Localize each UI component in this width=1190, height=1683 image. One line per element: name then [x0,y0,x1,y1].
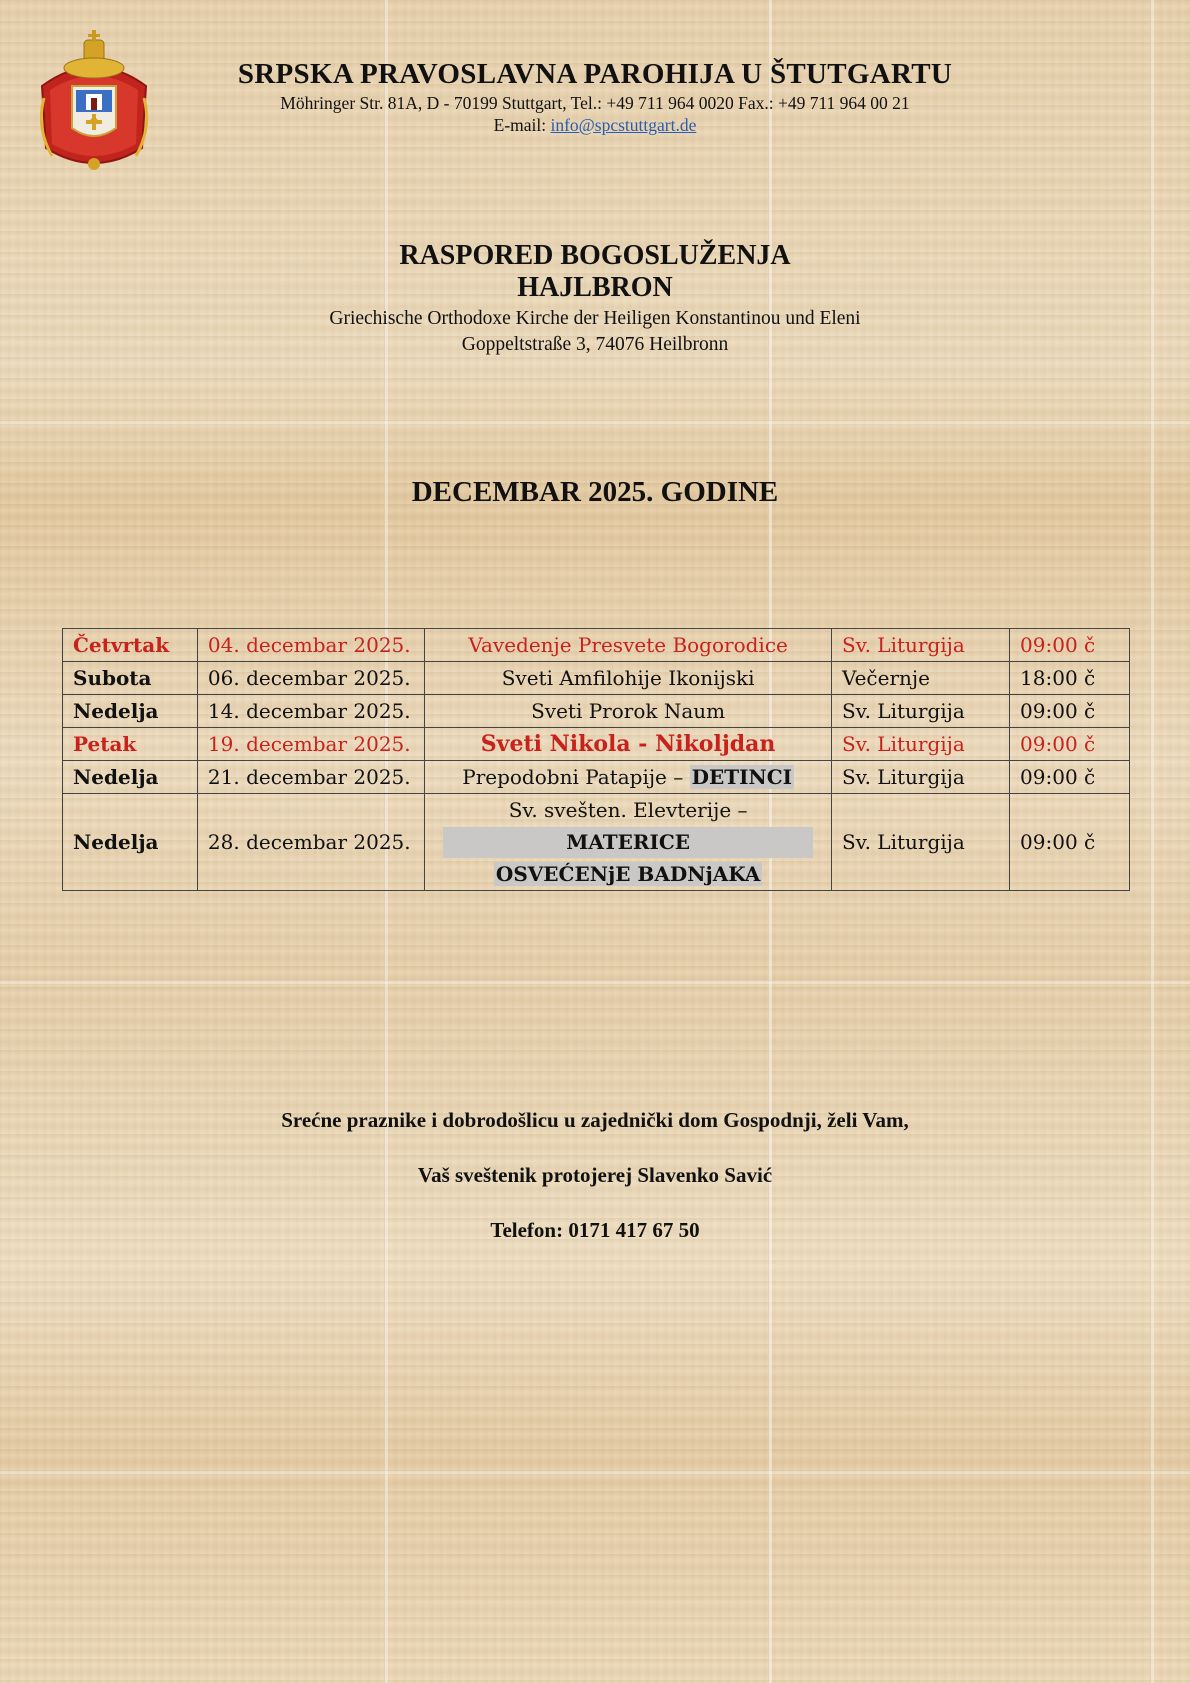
feast-cell: Sveti Amfilohije Ikonijski [425,662,832,695]
time-cell: 09:00 č [1010,761,1130,794]
date-cell: 19. decembar 2025. [197,728,424,761]
time-cell: 09:00 č [1010,629,1130,662]
time-cell: 09:00 č [1010,728,1130,761]
time-cell: 18:00 č [1010,662,1130,695]
schedule-title: RASPORED BOGOSLUŽENJA [399,240,791,271]
feast-line-wrap [435,859,821,890]
priest-signature: Vaš sveštenik protojerej Slavenko Savić [417,1163,773,1187]
parish-email-line [180,114,1010,136]
schedule-heading [0,240,1190,358]
service-cell: Sv. Liturgija [831,695,1009,728]
church-address: Goppeltstraße 3, 74076 Heilbronn [461,334,729,355]
feast-line: Sv. sveštеn. Elevterije – [508,797,748,822]
email-link[interactable]: info@spcstuttgart.de [550,115,697,135]
feast-cell: Sveti Prorok Naum [425,695,832,728]
feast-highlight: OSVEĆENjE BADNjAKA [495,861,761,886]
feast-text: Prepodobni Patapije – [462,765,690,789]
date-cell: 14. decembar 2025. [197,695,424,728]
feast-cell [425,761,832,794]
date-cell: 06. decembar 2025. [197,662,424,695]
feast-cell [425,728,832,761]
time-cell: 09:00 č [1010,794,1130,891]
day-cell: Petak [63,728,198,761]
church-coat-of-arms-emblem [32,28,156,178]
day-cell: Subota [63,662,198,695]
table-row [63,728,1130,761]
parish-header [180,56,1010,136]
date-cell: 28. decembar 2025. [197,794,424,891]
email-label: E-mail: [493,115,551,135]
day-cell: Nedelja [63,794,198,891]
table-row [63,695,1130,728]
table-row [63,761,1130,794]
feast-name-highlighted: Sveti Nikola - Nikoljdan [480,731,776,757]
table-row [63,629,1130,662]
feast-highlight: DETINCI [691,765,792,789]
phone: Telefon: 0171 417 67 50 [490,1218,700,1242]
time-cell: 09:00 č [1010,695,1130,728]
feast-cell [425,794,832,891]
schedule-city: HAJLBRON [517,272,673,303]
day-cell: Nedelja [63,761,198,794]
parish-title: SRPSKA PRAVOSLAVNA PAROHIJA U ŠTUTGARTU [237,58,953,90]
service-cell: Sv. Liturgija [831,794,1009,891]
day-cell: Nedelja [63,695,198,728]
service-cell: Večernje [831,662,1009,695]
table-row [63,794,1130,891]
feast-cell: Vavedenje Presvete Bogorodice [425,629,832,662]
services-table [62,628,1130,891]
service-cell: Sv. Liturgija [831,728,1009,761]
date-cell: 04. decembar 2025. [197,629,424,662]
church-name: Griechische Orthodoxe Kirche der Heiligen Konstantinou und Eleni [329,308,861,329]
greeting: Srećne praznike i dobrodošlicu u zajednički dom Gospodnji, želi Vam, [281,1108,909,1132]
service-cell: Sv. Liturgija [831,761,1009,794]
footer [0,1108,1190,1243]
service-cell: Sv. Liturgija [831,629,1009,662]
date-cell: 21. decembar 2025. [197,761,424,794]
month-title: DECEMBAR 2025. GODINE [411,476,779,508]
day-cell: Četvrtak [63,629,198,662]
table-row [63,662,1130,695]
parish-address: Möhringer Str. 81A, D - 70199 Stuttgart, Tel.: +49 711 964 0020 Fax.: +49 711 964 00 21 [280,93,910,113]
feast-highlight: MATERICE [443,827,813,858]
